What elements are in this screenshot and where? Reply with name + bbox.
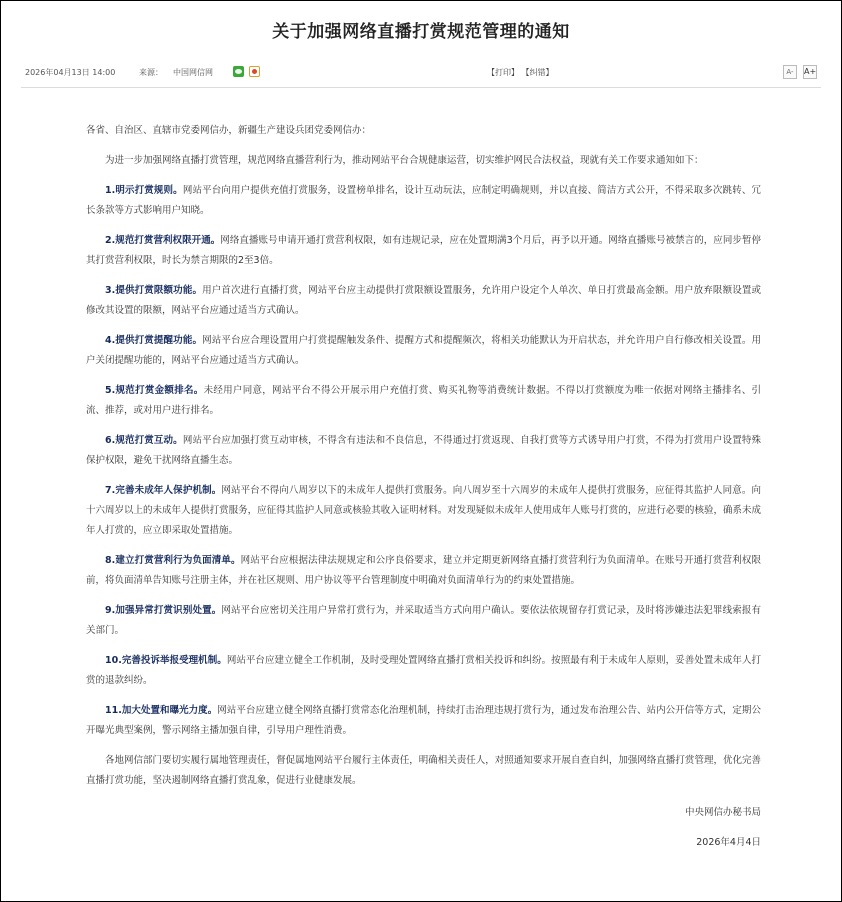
list-item <box>86 431 761 471</box>
item-text: 网站平台应密切关注用户异常打赏行为，并采取适当方式向用户确认。要依法依规留存打赏记录，及时将涉嫌违法犯罪线索报有关部门。 <box>86 605 761 636</box>
item-text: 未经用户同意，网站平台不得公开展示用户充值打赏、购买礼物等消费统计数据。不得以打赏额度为唯一依据对网络主播排名、引流、推荐，或对用户进行排名。 <box>86 385 761 416</box>
article-actions <box>487 67 554 78</box>
item-heading: 9.加强异常打赏识别处置。 <box>105 605 222 616</box>
list-item <box>86 601 761 641</box>
item-heading: 1.明示打赏规则。 <box>105 185 183 196</box>
list-item <box>86 231 761 271</box>
item-heading: 2.规范打赏营利权限开通。 <box>105 235 221 246</box>
item-text: 网站平台应加强打赏互动审核，不得含有违法和不良信息，不得通过打赏返现、自我打赏等方式诱导用户打赏，不得为打赏用户设置特殊保护权限，避免干扰网络直播生态。 <box>86 435 761 466</box>
correction-link[interactable]: 【纠错】 <box>521 68 554 77</box>
document-date: 2026年4月4日 <box>696 837 761 848</box>
item-text: 网站平台应合理设置用户打赏提醒触发条件、提醒方式和提醒频次，将相关功能默认为开启状态，并允许用户自行修改相关设置。用户关闭提醒功能的，网站平台应通过适当方式确认。 <box>86 335 761 366</box>
font-decrease-button[interactable]: A- <box>783 65 797 79</box>
item-heading: 4.提供打赏提醒功能。 <box>105 335 203 346</box>
print-link[interactable]: 【打印】 <box>487 68 519 77</box>
article-body <box>86 121 761 863</box>
item-text: 网络直播账号申请开通打赏营利权限，如有违规记录，应在处置期满3个月后，再予以开通。网络直播账号被禁言的，应同步暂停其打赏营利权限，时长为禁言期限的2至3倍。 <box>86 235 761 266</box>
wechat-icon[interactable] <box>233 66 244 77</box>
signature: 中央网信办秘书局 <box>684 807 761 818</box>
list-item <box>86 281 761 321</box>
list-item <box>86 381 761 421</box>
header-divider <box>21 87 821 88</box>
article-meta-bar <box>21 64 821 82</box>
item-heading: 3.提供打赏限额功能。 <box>105 285 203 296</box>
closing-paragraph: 各地网信部门要切实履行属地管理责任，督促属地网站平台履行主体责任，明确相关责任人，对照通知要求开展自查自纠，加强网络直播打赏管理，优化完善直播打赏功能，坚决遏制网络直播打赏乱象，促进行业健康发展。 <box>86 755 761 786</box>
item-heading: 11.加大处置和曝光力度。 <box>105 705 218 716</box>
list-item <box>86 701 761 741</box>
item-heading: 10.完善投诉举报受理机制。 <box>105 655 227 666</box>
item-heading: 5.规范打赏金额排名。 <box>105 385 204 396</box>
list-item <box>86 481 761 541</box>
list-item <box>86 181 761 221</box>
publish-datetime: 2026年04月13日 14:00 <box>25 68 116 77</box>
intro-paragraph: 为进一步加强网络直播打赏管理，规范网络直播营利行为，推动网站平台合规健康运营，切实维护网民合法权益，现就有关工作要求通知如下： <box>105 155 704 166</box>
list-item <box>86 551 761 591</box>
item-text: 网站平台应建立健全工作机制，及时受理处置网络直播打赏相关投诉和纠纷。按照最有利于未成年人原则，妥善处置未成年人打赏的退款纠纷。 <box>86 655 761 686</box>
item-text: 网站平台不得向八周岁以下的未成年人提供打赏服务。向八周岁至十六周岁的未成年人提供打赏服务，应征得其监护人同意。向十六周岁以上的未成年人提供打赏服务，应征得其监护人同意或核验其收入证明材料。对发现疑似未成年人使用成年人账号打赏的，应进行必要的核验，确系未成年人打赏的，应立即采取处置措施。 <box>86 485 761 536</box>
item-text: 网站平台应根据法律法规规定和公序良俗要求，建立并定期更新网络直播打赏营利行为负面清单。在账号开通打赏营利权限前，将负面清单告知账号注册主体，并在社区规则、用户协议等平台管理制度中明确对负面清单行为的约束处置措施。 <box>86 555 761 586</box>
article-title: 关于加强网络直播打赏规范管理的通知 <box>272 22 570 42</box>
salutation: 各省、自治区、直辖市党委网信办，新疆生产建设兵团党委网信办： <box>86 125 372 136</box>
item-heading: 6.规范打赏互动。 <box>105 435 183 446</box>
item-text: 网站平台应建立健全网络直播打赏常态化治理机制，持续打击治理违规打赏行为，通过发布治理公告、站内公开信等方式，定期公开曝光典型案例，警示网络主播加强自律，引导用户理性消费。 <box>86 705 761 736</box>
weibo-icon[interactable] <box>249 66 260 77</box>
list-item <box>86 651 761 691</box>
item-text: 网站平台向用户提供充值打赏服务，设置榜单排名，设计互动玩法，应制定明确规则，并以直接、简洁方式公开，不得采取多次跳转、冗长条款等方式影响用户知晓。 <box>86 185 761 216</box>
source-label: 来源： <box>139 68 163 77</box>
source-name[interactable]: 中国网信网 <box>173 68 213 77</box>
item-heading: 7.完善未成年人保护机制。 <box>105 485 222 496</box>
item-text: 用户首次进行直播打赏，网站平台应主动提供打赏限额设置服务，允许用户设定个人单次、单日打赏最高金额。用户放弃限额设置或修改其设置的限额，网站平台应通过适当方式确认。 <box>86 285 761 316</box>
font-increase-button[interactable]: A+ <box>803 65 817 79</box>
item-heading: 8.建立打赏营利行为负面清单。 <box>105 555 241 566</box>
list-item <box>86 331 761 371</box>
